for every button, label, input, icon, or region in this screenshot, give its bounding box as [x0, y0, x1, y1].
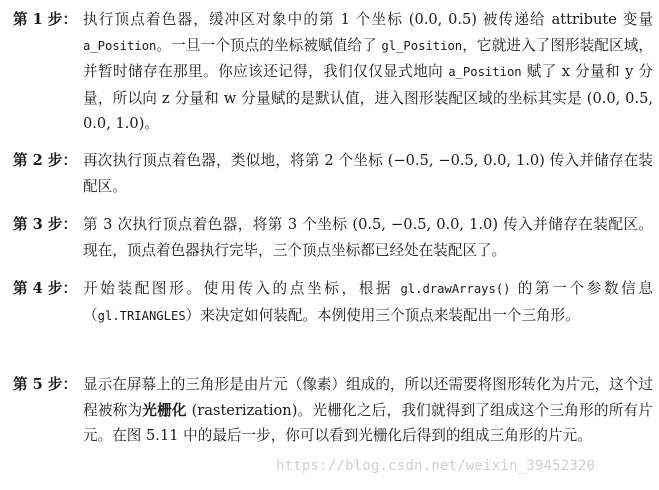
step-text: ，它就进入了图形装配区域，并暂时储存在那里。你应该还记得，我们仅仅显式地向	[83, 36, 653, 80]
step-2	[13, 148, 653, 199]
step-text: 。一旦一个顶点的坐标被赋值给了	[156, 36, 382, 54]
step-label: 第 4 步：	[13, 280, 78, 297]
step-label: 第 5 步：	[13, 376, 78, 393]
step-text: 再次执行顶点着色器，类似地，将第 2 个坐标 (−0.5, −0.5, 0.0, 1.0) 传入并储存在装配区。	[83, 152, 653, 195]
step-body	[83, 148, 653, 199]
step-text: 的第一个参数信息（	[83, 280, 654, 324]
step-body	[83, 7, 653, 137]
step-1	[13, 7, 653, 137]
step-text: ）来决定如何装配。本例使用三个顶点来装配出一个三角形。	[185, 306, 580, 324]
step-text: 第 3 次执行顶点着色器，将第 3 个坐标 (0.5, −0.5, 0.0, 1.0) 传入并储存在装配区。现在，顶点着色器执行完毕，三个顶点坐标都已经处在装配区了。	[83, 216, 653, 259]
step-body	[83, 212, 653, 263]
code-term: a_Position	[448, 65, 522, 79]
bold-term: 光栅化	[142, 401, 187, 419]
step-5	[13, 372, 653, 449]
step-text: 执行顶点着色器，缓冲区对象中的第 1 个坐标 (0.0, 0.5) 被传递给 attribute 变量	[83, 11, 653, 28]
step-label: 第 3 步：	[13, 216, 78, 233]
step-text: 赋了 x 分量和 y 分量，所以向 z 分量和 w 分量赋的是默认值，进入图形装配区域的坐标其实是 (0.0, 0.5, 0.0, 1.0)。	[83, 63, 653, 132]
step-4	[13, 276, 653, 329]
watermark-url: https://blog.csdn.net/weixin_39452320	[276, 458, 596, 474]
step-3	[13, 212, 653, 263]
step-body	[83, 372, 653, 449]
step-label: 第 2 步：	[13, 152, 78, 169]
step-text: 显示在屏幕上的三角形是由片元（像素）组成的，所以还需要将图形转化为片元，这个过程被称为	[83, 376, 653, 419]
step-label: 第 1 步：	[13, 11, 78, 28]
code-term: gl.TRIANGLES	[97, 308, 186, 323]
step-body	[83, 276, 653, 329]
code-term: gl.drawArrays()	[400, 282, 511, 296]
step-text: (rasterization)。光栅化之后，我们就得到了组成这个三角形的所有片元。在图 5.11 中的最后一步，你可以看到光栅化后得到的组成三角形的片元。	[83, 401, 653, 444]
step-text: 开始装配图形。使用传入的点坐标，根据	[83, 280, 401, 297]
code-term: a_Position	[83, 38, 157, 53]
code-term: gl_Position	[381, 38, 463, 53]
